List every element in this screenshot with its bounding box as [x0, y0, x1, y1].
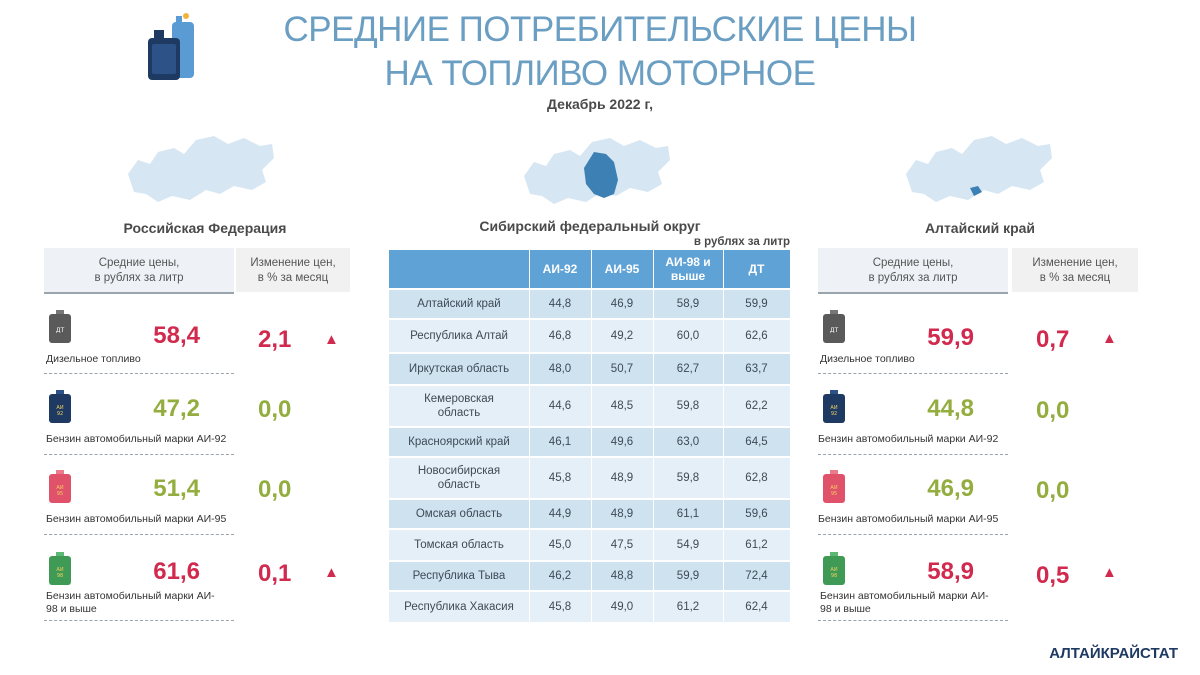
table-row — [389, 530, 790, 560]
table-value-cell: 46,9 — [610, 298, 634, 310]
table-value-cell: 62,4 — [745, 601, 768, 613]
left-row-separator — [44, 454, 234, 455]
svg-text:АИ: АИ — [56, 567, 64, 573]
table-value-cell: 48,9 — [610, 472, 634, 484]
left-label-ai92: Бензин автомобильный марки АИ-92 — [46, 433, 227, 445]
left-price-ai92: 47,2 — [153, 395, 200, 422]
table-row — [389, 320, 790, 352]
table-value-cell: 44,6 — [548, 400, 572, 412]
table-value-cell: 50,7 — [610, 363, 634, 375]
left-change-header: Изменение цен, в % за месяц — [236, 248, 350, 292]
table-value-cell: 62,7 — [676, 363, 700, 375]
left-price-diesel: 58,4 — [153, 322, 200, 349]
table-row — [389, 428, 790, 456]
table-col-header: АИ-95 — [604, 262, 640, 276]
table-value-cell: 45,8 — [548, 601, 572, 613]
table-value-cell: 59,6 — [745, 508, 768, 520]
svg-text:ДТ: ДТ — [829, 327, 839, 334]
svg-text:АИ: АИ — [56, 485, 64, 491]
region-title-siberia: Сибирский федеральный округ — [479, 218, 701, 234]
left-price-ai95: 51,4 — [153, 475, 200, 502]
left-row-separator — [44, 620, 234, 621]
footer-brand: АЛТАЙКРАЙСТАТ — [1049, 645, 1178, 662]
russia-map-icon — [124, 130, 276, 210]
fuel-canister-logo-icon — [146, 12, 200, 84]
ai98-canister-icon — [48, 552, 72, 586]
table-value-cell: 48,0 — [548, 363, 572, 375]
table-value-cell: 60,0 — [676, 330, 700, 342]
table-value-cell: 63,0 — [676, 436, 700, 448]
left-trend-up-icon-diesel: ▲ — [324, 331, 339, 348]
svg-text:98: 98 — [830, 573, 838, 579]
svg-text:92: 92 — [830, 411, 838, 417]
table-value-cell: 46,1 — [548, 436, 572, 448]
right-label-ai95: Бензин автомобильный марки АИ-95 — [818, 513, 999, 525]
table-value-cell: 59,9 — [676, 570, 700, 582]
diesel-canister-icon — [822, 310, 846, 344]
ai92-canister-icon — [822, 390, 846, 424]
ai95-canister-icon — [48, 470, 72, 504]
left-row-separator — [44, 373, 234, 374]
right-label-ai92: Бензин автомобильный марки АИ-92 — [818, 433, 999, 445]
table-col-header: АИ-92 — [542, 262, 578, 276]
right-trend-up-icon-ai98: ▲ — [1102, 564, 1117, 581]
table-row — [389, 386, 790, 426]
table-value-cell: 46,8 — [548, 330, 572, 342]
table-value-cell: 61,1 — [676, 508, 700, 520]
right-trend-up-icon-diesel: ▲ — [1102, 330, 1117, 347]
svg-text:92: 92 — [56, 411, 64, 417]
table-value-cell: 54,9 — [676, 539, 700, 551]
table-row — [389, 562, 790, 590]
right-row-separator — [818, 620, 1008, 621]
diesel-canister-icon — [48, 310, 72, 344]
table-value-cell: 48,9 — [610, 508, 634, 520]
table-row — [389, 354, 790, 384]
altai-highlight-map-icon — [902, 130, 1054, 210]
table-col-header: АИ-98 и выше — [665, 255, 711, 283]
table-value-cell: 49,0 — [610, 601, 634, 613]
right-price-ai98: 58,9 — [927, 558, 974, 585]
left-label-ai95: Бензин автомобильный марки АИ-95 — [46, 513, 227, 525]
right-row-separator — [818, 454, 1008, 455]
svg-text:ДТ: ДТ — [55, 327, 65, 334]
table-value-cell: 44,8 — [548, 298, 572, 310]
right-change-ai95: 0,0 — [1036, 477, 1070, 504]
table-value-cell: 49,2 — [610, 330, 634, 342]
siberia-highlight-map-icon — [520, 132, 672, 212]
price-table — [389, 250, 790, 622]
table-header-row — [389, 250, 790, 288]
table-row — [389, 592, 790, 622]
left-prices-header: Средние цены, в рублях за литр — [44, 248, 234, 292]
table-region-cell: Иркутская область — [408, 363, 510, 375]
svg-text:АИ: АИ — [830, 485, 838, 491]
table-value-cell: 59,9 — [745, 298, 768, 310]
left-change-ai95: 0,0 — [258, 476, 292, 503]
table-value-cell: 62,2 — [745, 400, 768, 412]
svg-text:АИ: АИ — [56, 405, 64, 411]
right-label-ai98: Бензин автомобильный марки АИ- 98 и выше — [820, 590, 989, 615]
table-region-cell: Алтайский край — [417, 298, 501, 310]
svg-text:98: 98 — [56, 573, 64, 579]
table-value-cell: 62,6 — [745, 330, 768, 342]
table-value-cell: 61,2 — [745, 539, 768, 551]
left-row-separator — [44, 534, 234, 535]
right-price-diesel: 59,9 — [927, 324, 974, 351]
left-trend-up-icon-ai98: ▲ — [324, 564, 339, 581]
right-change-ai92: 0,0 — [1036, 397, 1070, 424]
ai98-canister-icon — [822, 552, 846, 586]
right-header-divider — [818, 292, 1008, 294]
table-value-cell: 59,8 — [676, 400, 700, 412]
units-note: в рублях за литр — [693, 236, 790, 248]
svg-text:АИ: АИ — [830, 405, 838, 411]
table-region-cell: Кемеровская область — [424, 393, 494, 419]
svg-text:95: 95 — [56, 491, 64, 497]
table-region-cell: Новосибирская область — [417, 465, 501, 491]
table-value-cell: 64,5 — [745, 436, 768, 448]
table-region-cell: Республика Тыва — [412, 570, 506, 582]
table-region-cell: Красноярский край — [408, 436, 510, 448]
table-value-cell: 61,2 — [676, 601, 700, 613]
table-value-cell: 47,5 — [610, 539, 634, 551]
table-region-cell: Омская область — [415, 508, 503, 520]
left-change-ai98: 0,1 — [258, 560, 292, 587]
svg-text:95: 95 — [830, 491, 838, 497]
left-label-diesel: Дизельное топливо — [46, 353, 141, 365]
table-region-cell: Республика Алтай — [410, 330, 508, 342]
right-price-ai92: 44,8 — [927, 395, 974, 422]
left-change-diesel: 2,1 — [258, 326, 292, 353]
ai92-canister-icon — [48, 390, 72, 424]
table-value-cell: 62,8 — [745, 472, 768, 484]
page-title-line-1: СРЕДНИЕ ПОТРЕБИТЕЛЬСКИЕ ЦЕНЫ — [283, 10, 917, 49]
table-row — [389, 290, 790, 318]
right-row-separator — [818, 534, 1008, 535]
right-label-diesel: Дизельное топливо — [820, 353, 915, 365]
table-value-cell: 49,6 — [610, 436, 634, 448]
table-value-cell: 58,9 — [676, 298, 700, 310]
region-title-altai: Алтайский край — [924, 220, 1036, 236]
region-title-russia: Российская Федерация — [123, 220, 287, 236]
right-price-ai95: 46,9 — [927, 475, 974, 502]
ai95-canister-icon — [822, 470, 846, 504]
table-value-cell: 59,8 — [676, 472, 700, 484]
page-title-line-2: НА ТОПЛИВО МОТОРНОЕ — [384, 54, 816, 93]
right-prices-header: Средние цены, в рублях за литр — [818, 248, 1008, 292]
left-label-ai98: Бензин автомобильный марки АИ- 98 и выше — [46, 590, 215, 615]
table-row — [389, 458, 790, 498]
left-change-ai92: 0,0 — [258, 396, 292, 423]
table-value-cell: 48,8 — [610, 570, 634, 582]
table-col-header: ДТ — [748, 262, 765, 276]
table-row — [389, 500, 790, 528]
table-region-cell: Республика Хакасия — [404, 601, 514, 613]
left-header-divider — [44, 292, 234, 294]
right-change-ai98: 0,5 — [1036, 562, 1070, 589]
page-subtitle: Декабрь 2022 г, — [547, 96, 653, 112]
table-value-cell: 45,0 — [548, 539, 572, 551]
table-value-cell: 45,8 — [548, 472, 572, 484]
table-region-cell: Томская область — [414, 539, 504, 551]
table-value-cell: 72,4 — [745, 570, 768, 582]
left-price-ai98: 61,6 — [153, 558, 200, 585]
table-value-cell: 44,9 — [548, 508, 572, 520]
svg-text:АИ: АИ — [830, 567, 838, 573]
right-row-separator — [818, 373, 1008, 374]
table-value-cell: 48,5 — [610, 400, 634, 412]
right-change-diesel: 0,7 — [1036, 326, 1070, 353]
table-value-cell: 46,2 — [548, 570, 572, 582]
table-value-cell: 63,7 — [745, 363, 768, 375]
right-change-header: Изменение цен, в % за месяц — [1012, 248, 1138, 292]
